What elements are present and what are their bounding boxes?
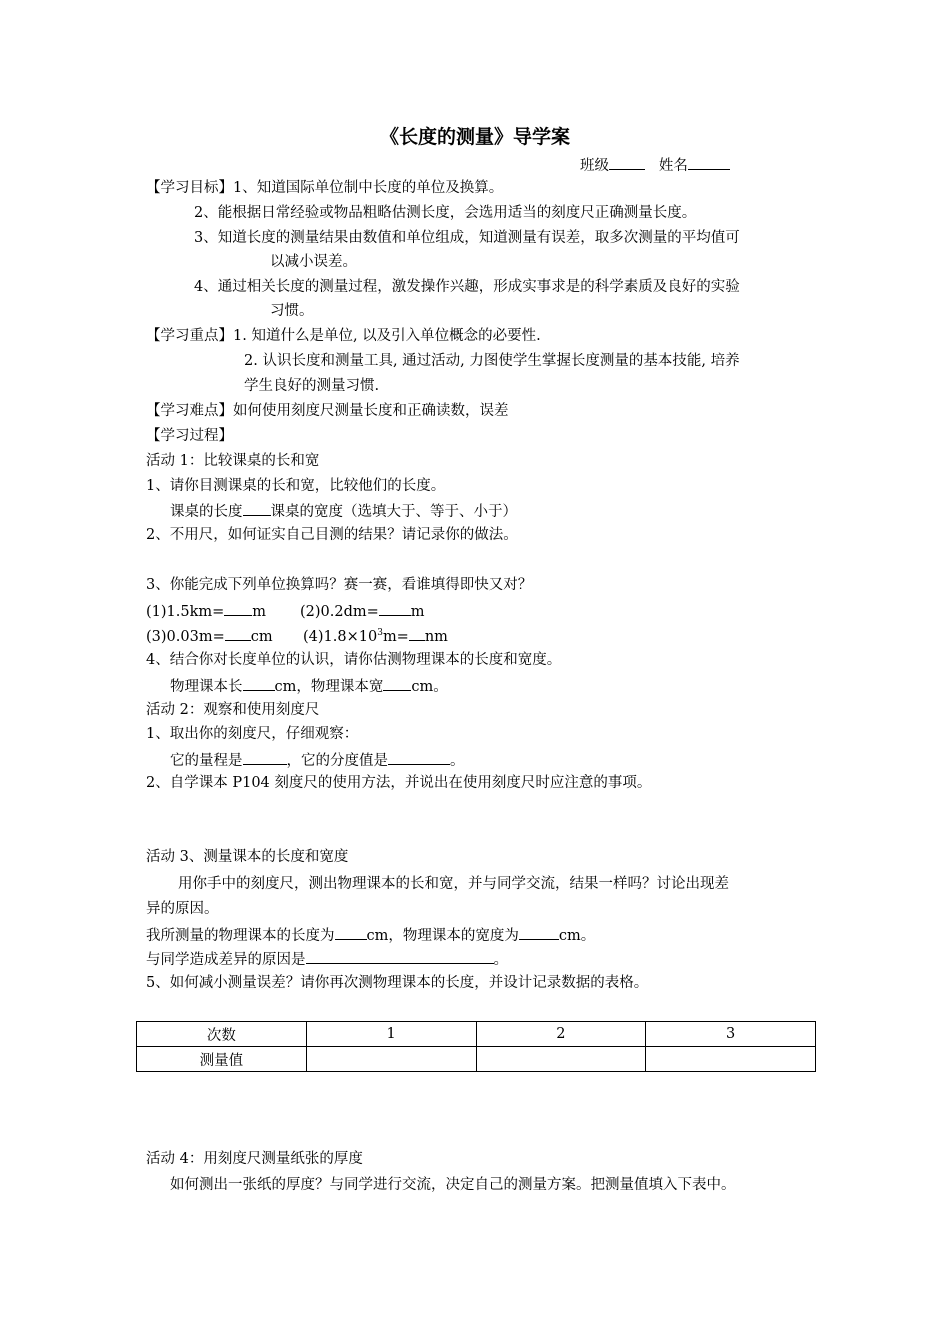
difficulty-label: 【学习难点】 (146, 403, 233, 419)
conversion-1-text: (1)1.5km= (146, 604, 225, 620)
keypoint-1: 1. 知道什么是单位, 以及引入单位概念的必要性. (233, 328, 541, 344)
name-label: 姓名 (658, 158, 688, 174)
conversion-3-blank[interactable] (225, 625, 251, 641)
range-blank[interactable] (243, 749, 287, 765)
division-blank[interactable] (388, 749, 450, 765)
table-cell-3[interactable] (646, 1047, 816, 1072)
book-width-blank[interactable] (383, 675, 411, 691)
process-label: 【学习过程】 (146, 428, 233, 444)
activity2-q2: 2、自学课本 P104 刻度尺的使用方法，并说出在使用刻度尺时应注意的事项。 (146, 775, 652, 791)
objective-3: 3、知道长度的测量结果由数值和单位组成，知道测量有误差，取多次测量的平均值可 (194, 230, 740, 246)
difference-reason-blank[interactable] (306, 948, 494, 964)
measured-width-blank[interactable] (519, 924, 559, 940)
desk-width-text: 课桌的宽度（选填大于、等于、小于） (270, 504, 517, 520)
activity4-heading: 活动 4：用刻度尺测量纸张的厚度 (146, 1151, 363, 1167)
table-header-1: 1 (306, 1022, 476, 1047)
activity3-q5: 5、如何减小测量误差？请你再次测物理课本的长度，并设计记录数据的表格。 (146, 975, 649, 991)
difference-reason-end: 。 (493, 952, 508, 968)
table-row (137, 1047, 816, 1072)
activity3-heading: 活动 3、测量课本的长度和宽度 (146, 849, 349, 865)
activity1-q4: 4、结合你对长度单位的认识，请你估测物理课本的长度和宽度。 (146, 652, 562, 668)
conversion-4-target-unit: nm (424, 629, 448, 645)
measured-length-text: 我所测量的物理课本的长度为 (146, 928, 335, 944)
activity1-q3: 3、你能完成下列单位换算吗？赛一赛，看谁填得即快又对？ (146, 577, 533, 593)
table-header-row (137, 1022, 816, 1047)
class-label: 班级 (580, 158, 609, 174)
difficulty-line (146, 401, 509, 421)
activity1-heading: 活动 1：比较课桌的长和宽 (146, 453, 320, 469)
name-blank[interactable] (688, 154, 730, 170)
objective-1: 1、知道国际单位制中长度的单位及换算。 (233, 180, 504, 196)
conversion-2-text: (2)0.2dm= (300, 604, 379, 620)
table-header-2: 2 (476, 1022, 646, 1047)
measurement-table (136, 1021, 816, 1072)
conversion-1-unit: m (252, 604, 267, 620)
conversion-2 (300, 600, 425, 622)
conversion-4-unit: m= (382, 629, 409, 645)
keypoints-label: 【学习重点】 (146, 328, 233, 344)
table-header-count: 次数 (137, 1022, 307, 1047)
table-row-label: 测量值 (137, 1047, 307, 1072)
measured-length-blank[interactable] (335, 924, 367, 940)
difficulty-text: 如何使用刻度尺测量长度和正确读数，误差 (233, 403, 509, 419)
keypoint-2-cont: 学生良好的测量习惯. (244, 378, 380, 394)
activity3-p3 (146, 948, 508, 970)
activity3-p2 (146, 924, 595, 946)
objective-4: 4、通过相关长度的测量过程，激发操作兴趣，形成实事求是的科学素质及良好的实验 (194, 279, 740, 295)
activity3-p1-cont: 异的原因。 (146, 901, 219, 917)
conversion-4-blank[interactable] (409, 625, 425, 641)
activity3-p1: 用你手中的刻度尺，测出物理课本的长和宽，并与同学交流，结果一样吗？讨论出现差 (178, 876, 729, 892)
keypoints-line-1 (146, 326, 541, 346)
desk-length-text: 课桌的长度 (170, 504, 243, 520)
conversion-2-blank[interactable] (379, 600, 411, 616)
activity2-q1-fill (170, 749, 465, 771)
objective-2: 2、能根据日常经验或物品粗略估测长度，会选用适当的刻度尺正确测量长度。 (194, 205, 697, 221)
division-text: ，它的分度值是 (286, 753, 388, 769)
document-title: 《长度的测量》导学案 (379, 126, 570, 148)
table-cell-2[interactable] (476, 1047, 646, 1072)
conversion-1 (146, 600, 266, 622)
book-width-text: cm，物理课本宽 (274, 679, 384, 695)
objective-3-cont: 以减小误差。 (270, 254, 357, 270)
measured-width-text: cm，物理课本的宽度为 (366, 928, 519, 944)
measured-width-unit: cm。 (558, 928, 596, 944)
activity1-q4-fill (170, 675, 448, 697)
conversion-3 (146, 625, 273, 647)
conversion-3-unit: cm (250, 629, 273, 645)
book-length-text: 物理课本长 (170, 679, 243, 695)
table-cell-1[interactable] (306, 1047, 476, 1072)
objectives-line-1 (146, 178, 503, 198)
division-end: 。 (450, 753, 465, 769)
book-length-blank[interactable] (243, 675, 275, 691)
conversion-4-text: (4)1.8×10 (303, 629, 378, 645)
table-header-3: 3 (646, 1022, 816, 1047)
desk-compare-blank[interactable] (243, 500, 271, 516)
objectives-label: 【学习目标】 (146, 180, 233, 196)
activity2-heading: 活动 2：观察和使用刻度尺 (146, 702, 320, 718)
objective-4-cont: 习惯。 (270, 303, 314, 319)
class-blank[interactable] (609, 154, 645, 170)
conversion-3-text: (3)0.03m= (146, 629, 225, 645)
class-name-line (580, 154, 730, 176)
range-text: 它的量程是 (170, 753, 243, 769)
activity2-q1: 1、取出你的刻度尺，仔细观察： (146, 726, 359, 742)
difference-reason-text: 与同学造成差异的原因是 (146, 952, 306, 968)
keypoint-2: 2. 认识长度和测量工具, 通过活动, 力图使学生掌握长度测量的基本技能, 培养 (244, 353, 740, 369)
activity1-q1-fill (170, 500, 517, 522)
activity1-q2: 2、不用尺，如何证实自己目测的结果？请记录你的做法。 (146, 527, 518, 543)
conversion-4 (303, 625, 448, 647)
activity1-q1: 1、请你目测课桌的长和宽，比较他们的长度。 (146, 478, 446, 494)
conversion-1-blank[interactable] (224, 600, 252, 616)
conversion-4-exponent: 3 (377, 628, 383, 639)
conversion-2-unit: m (410, 604, 425, 620)
activity4-p1: 如何测出一张纸的厚度？与同学进行交流，决定自己的测量方案。把测量值填入下表中。 (170, 1177, 736, 1193)
book-width-unit: cm。 (411, 679, 448, 695)
